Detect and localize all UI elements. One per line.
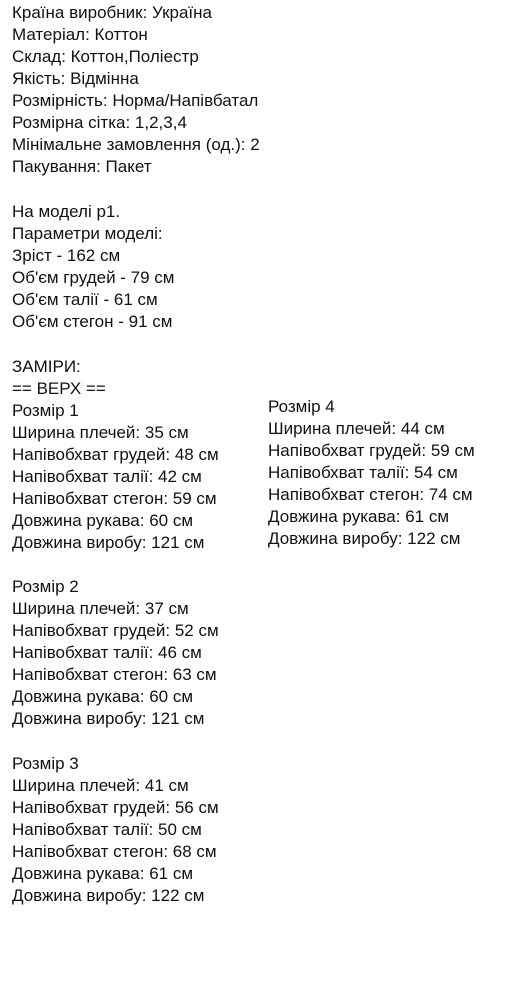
info-min-order: Мінімальне замовлення (од.): 2: [12, 135, 260, 154]
size-2-line: Ширина плечей: 37 см: [12, 599, 189, 618]
size-3-line: Довжина виробу: 122 см: [12, 886, 205, 905]
info-size-grid: Розмірна сітка: 1,2,3,4: [12, 113, 187, 132]
info-composition: Склад: Коттон,Поліестр: [12, 47, 199, 66]
size-3-line: Напівобхват талії: 50 см: [12, 820, 202, 839]
size-1-title: Розмір 1: [12, 401, 79, 420]
size-4-title: Розмір 4: [268, 397, 335, 416]
info-material: Матеріал: Коттон: [12, 25, 148, 44]
size-2-line: Довжина виробу: 121 см: [12, 709, 205, 728]
size-2-line: Напівобхват стегон: 63 см: [12, 665, 217, 684]
model-hips: Об'єм стегон - 91 см: [12, 312, 173, 331]
measurements-title: ЗАМІРИ:: [12, 357, 81, 376]
model-size: На моделі р1.: [12, 202, 121, 221]
size-4-line: Напівобхват талії: 54 см: [268, 463, 458, 482]
size-1-line: Ширина плечей: 35 см: [12, 423, 189, 442]
size-4-line: Напівобхват грудей: 59 см: [268, 441, 475, 460]
size-3-title: Розмір 3: [12, 754, 79, 773]
info-size-type: Розмірність: Норма/Напівбатал: [12, 91, 259, 110]
size-2-title: Розмір 2: [12, 577, 79, 596]
size-3-line: Довжина рукава: 61 см: [12, 864, 194, 883]
size-4-line: Напівобхват стегон: 74 см: [268, 485, 473, 504]
model-params-title: Параметри моделі:: [12, 224, 163, 243]
section-title: == ВЕРХ ==: [12, 379, 106, 398]
size-4-line: Довжина виробу: 122 см: [268, 529, 461, 548]
model-bust: Об'єм грудей - 79 см: [12, 268, 175, 287]
size-1-line: Довжина рукава: 60 см: [12, 511, 194, 530]
info-packaging: Пакування: Пакет: [12, 157, 152, 176]
size-4-line: Довжина рукава: 61 см: [268, 507, 450, 526]
size-3-line: Напівобхват грудей: 56 см: [12, 798, 219, 817]
size-2-line: Довжина рукава: 60 см: [12, 687, 194, 706]
model-height: Зріст - 162 см: [12, 246, 121, 265]
size-1-line: Напівобхват стегон: 59 см: [12, 489, 217, 508]
size-3-line: Напівобхват стегон: 68 см: [12, 842, 217, 861]
size-1-line: Напівобхват грудей: 48 см: [12, 445, 219, 464]
info-country: Країна виробник: Україна: [12, 3, 212, 22]
size-2-line: Напівобхват грудей: 52 см: [12, 621, 219, 640]
size-1-line: Напівобхват талії: 42 см: [12, 467, 202, 486]
size-3-line: Ширина плечей: 41 см: [12, 776, 189, 795]
size-1-line: Довжина виробу: 121 см: [12, 533, 205, 552]
size-2-line: Напівобхват талії: 46 см: [12, 643, 202, 662]
model-waist: Об'єм талії - 61 см: [12, 290, 158, 309]
info-quality: Якість: Відмінна: [12, 69, 139, 88]
size-4-line: Ширина плечей: 44 см: [268, 419, 445, 438]
